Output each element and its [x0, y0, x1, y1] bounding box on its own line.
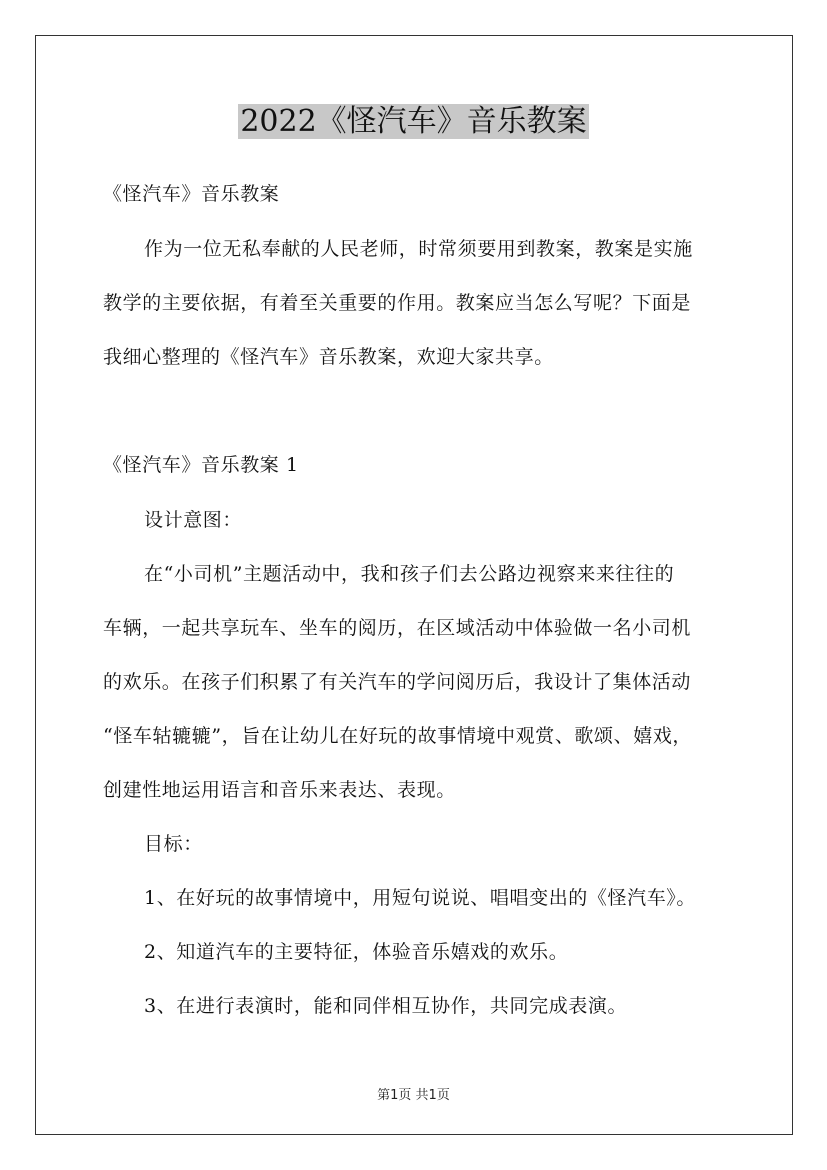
section-heading: 《怪汽车》音乐教案 1	[103, 454, 299, 476]
body-line-4: “怪车轱辘辘”，旨在让幼儿在好玩的故事情境中观赏、歌颂、嬉戏，	[103, 725, 693, 747]
intro-line-3: 我细心整理的《怪汽车》音乐教案，欢迎大家共享。	[103, 346, 554, 368]
intro-line-2: 教学的主要依据，有着至关重要的作用。教案应当怎么写呢？下面是	[103, 292, 692, 314]
body-line-1: 在“小司机”主题活动中，我和孩子们去公路边视察来来往往的	[144, 563, 675, 585]
goal-item-1: 1、在好玩的故事情境中，用短句说说、唱唱变出的《怪汽车》。	[144, 887, 696, 909]
design-intent-label: 设计意图：	[144, 509, 243, 531]
body-line-5: 创建性地运用语言和音乐来表达、表现。	[103, 779, 456, 801]
page-footer: 第1页 共1页	[377, 1088, 450, 1103]
document-title	[0, 100, 827, 144]
goals-label: 目标：	[144, 833, 203, 855]
goal-item-3: 3、在进行表演时，能和同伴相互协作，共同完成表演。	[144, 995, 628, 1017]
body-line-3: 的欢乐。在孩子们积累了有关汽车的学问阅历后，我设计了集体活动	[103, 671, 692, 693]
doc-subtitle: 《怪汽车》音乐教案	[103, 183, 280, 205]
intro-line-1: 作为一位无私奉献的人民老师，时常须要用到教案，教案是实施	[144, 238, 693, 260]
goal-item-2: 2、知道汽车的主要特征，体验音乐嬉戏的欢乐。	[144, 941, 569, 963]
document-title-text: 2022《怪汽车》音乐教案	[240, 104, 587, 139]
body-line-2: 车辆，一起共享玩车、坐车的阅历，在区域活动中体验做一名小司机	[103, 617, 692, 639]
